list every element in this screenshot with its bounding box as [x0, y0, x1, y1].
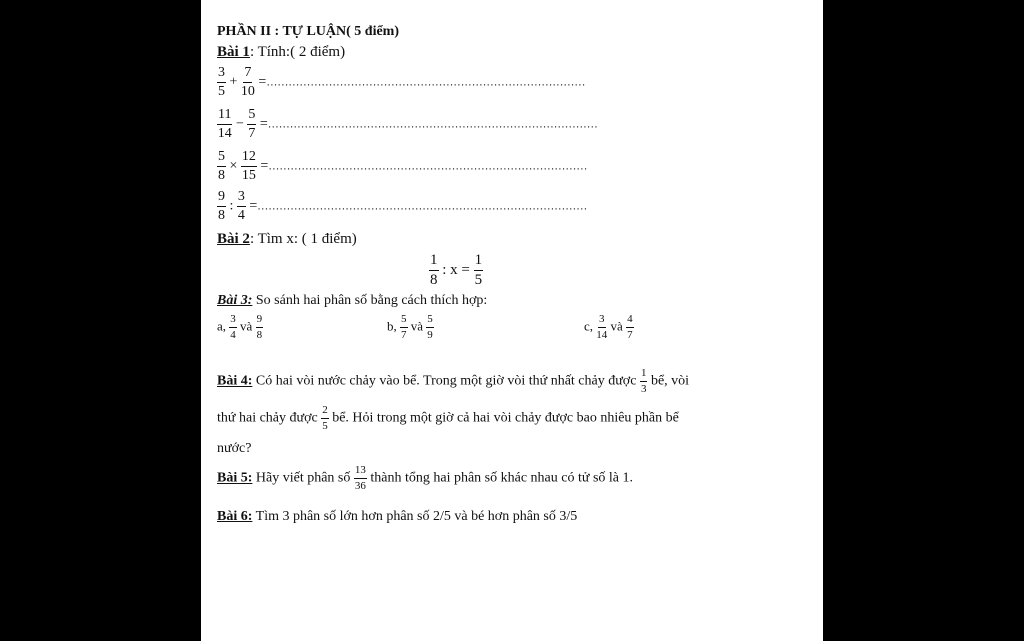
fraction-numerator: 1 [474, 253, 484, 271]
fraction-numerator: 3 [217, 66, 226, 83]
fraction-denominator: 8 [256, 329, 263, 341]
fraction-numerator: 5 [400, 314, 408, 328]
bai3-item-b [387, 314, 434, 341]
answer-dots: ……………………………………………………………………………… [257, 200, 588, 213]
bai4-text-2b: bể. Hỏi trong một giờ cả hai vòi chảy được bao nhiêu phần bể [332, 410, 679, 426]
fraction-numerator: 3 [229, 314, 237, 328]
fraction-numerator: 3 [598, 314, 606, 328]
fraction-denominator: 9 [427, 329, 433, 341]
bai2-heading [217, 231, 357, 248]
bai3-item-c [584, 314, 634, 341]
answer-dots: …………………………………………………………………………… [266, 76, 586, 89]
fraction-denominator: 8 [430, 272, 438, 288]
bai2-text: : Tìm x: ( 1 điểm) [249, 231, 357, 247]
operator: + [229, 74, 238, 90]
fraction-denominator: 8 [218, 208, 225, 223]
bai1-label: Bài 1 [217, 44, 250, 60]
bai3-heading [217, 293, 487, 309]
fraction-numerator: 9 [256, 314, 264, 328]
bai1-heading [217, 44, 345, 61]
fraction-numerator: 11 [217, 108, 232, 125]
fraction-denominator: 7 [627, 329, 633, 341]
bai1-text: : Tính:( 2 điểm) [249, 44, 346, 60]
fraction-numerator: 3 [237, 190, 246, 207]
fraction-numerator: 2 [321, 405, 329, 419]
bai6-label: Bài 6: [217, 509, 253, 524]
fraction-denominator: 14 [217, 126, 232, 141]
operator: − [235, 116, 244, 132]
bai3-text: So sánh hai phân số bằng cách thích hợp: [255, 293, 488, 308]
bai3-item-a [217, 314, 263, 341]
fraction-denominator: 4 [230, 329, 236, 341]
worksheet-page [201, 0, 823, 641]
fraction-denominator: 5 [474, 272, 483, 288]
bai2-label: Bài 2 [217, 231, 250, 247]
bai1-expr-3 [217, 150, 587, 183]
bai1-expr-4 [217, 190, 587, 223]
fraction-denominator: 36 [354, 480, 366, 492]
item-prefix: c, [584, 318, 594, 334]
fraction-denominator: 4 [237, 208, 245, 223]
operator: × [229, 158, 238, 174]
bai5-label: Bài 5: [217, 470, 253, 486]
equals-sign: = [260, 158, 269, 174]
fraction-numerator: 5 [426, 314, 434, 328]
fraction-numerator: 13 [354, 465, 367, 479]
fraction-denominator: 15 [241, 168, 256, 183]
answer-dots: …………………………………………………………………………… [268, 160, 588, 173]
equals-sign: = [249, 198, 258, 214]
bai4-label: Bài 4: [217, 373, 253, 389]
answer-dots: ……………………………………………………………………………… [267, 118, 598, 131]
fraction-denominator: 7 [401, 329, 407, 341]
bai4-text-1a: Có hai vòi nước chảy vào bể. Trong một giờ vòi thứ nhất chảy được [255, 373, 637, 389]
fraction-denominator: 5 [322, 420, 328, 432]
fraction-denominator: 14 [596, 329, 608, 341]
conjunction: và [610, 318, 623, 334]
fraction-numerator: 4 [626, 314, 634, 328]
operator: : [229, 198, 234, 214]
bai4-line-2 [217, 405, 679, 432]
conjunction: và [410, 318, 424, 334]
bai5-text-a: Hãy viết phân số [255, 470, 351, 486]
fraction-numerator: 5 [217, 150, 226, 167]
bai6-line [217, 509, 577, 525]
equation-middle: : x = [442, 261, 470, 278]
bai5-line [217, 465, 633, 492]
bai3-label: Bài 3: [217, 293, 253, 308]
bai1-expr-2 [217, 108, 598, 141]
bai1-expr-1 [217, 66, 585, 99]
bai4-line-3: nước? [217, 441, 252, 456]
bai4-text-1b: bể, vòi [650, 373, 690, 389]
fraction-numerator: 5 [247, 108, 256, 125]
fraction-denominator: 3 [640, 383, 647, 395]
item-prefix: b, [387, 318, 397, 334]
fraction-numerator: 7 [243, 66, 252, 83]
bai5-text-b: thành tổng hai phân số khác nhau có tử số là 1. [370, 470, 634, 486]
fraction-denominator: 5 [218, 84, 225, 99]
fraction-denominator: 7 [248, 126, 256, 141]
fraction-denominator: 8 [218, 168, 225, 183]
conjunction: và [240, 318, 253, 334]
section-title: PHẦN II : TỰ LUẬN( 5 điểm) [217, 24, 399, 39]
fraction-numerator: 9 [217, 190, 226, 207]
bai2-equation [429, 253, 483, 288]
bai6-text: Tìm 3 phân số lớn hơn phân số 2/5 và bé hơn phân số 3/5 [255, 509, 578, 524]
fraction-numerator: 12 [241, 150, 257, 167]
equals-sign: = [259, 116, 268, 132]
bai4-line-1 [217, 368, 689, 395]
fraction-numerator: 1 [640, 368, 648, 382]
fraction-numerator: 1 [429, 253, 439, 271]
item-prefix: a, [217, 318, 227, 334]
fraction-denominator: 10 [240, 84, 255, 99]
bai4-text-2a: thứ hai chảy được [217, 410, 318, 426]
equals-sign: = [258, 74, 267, 90]
